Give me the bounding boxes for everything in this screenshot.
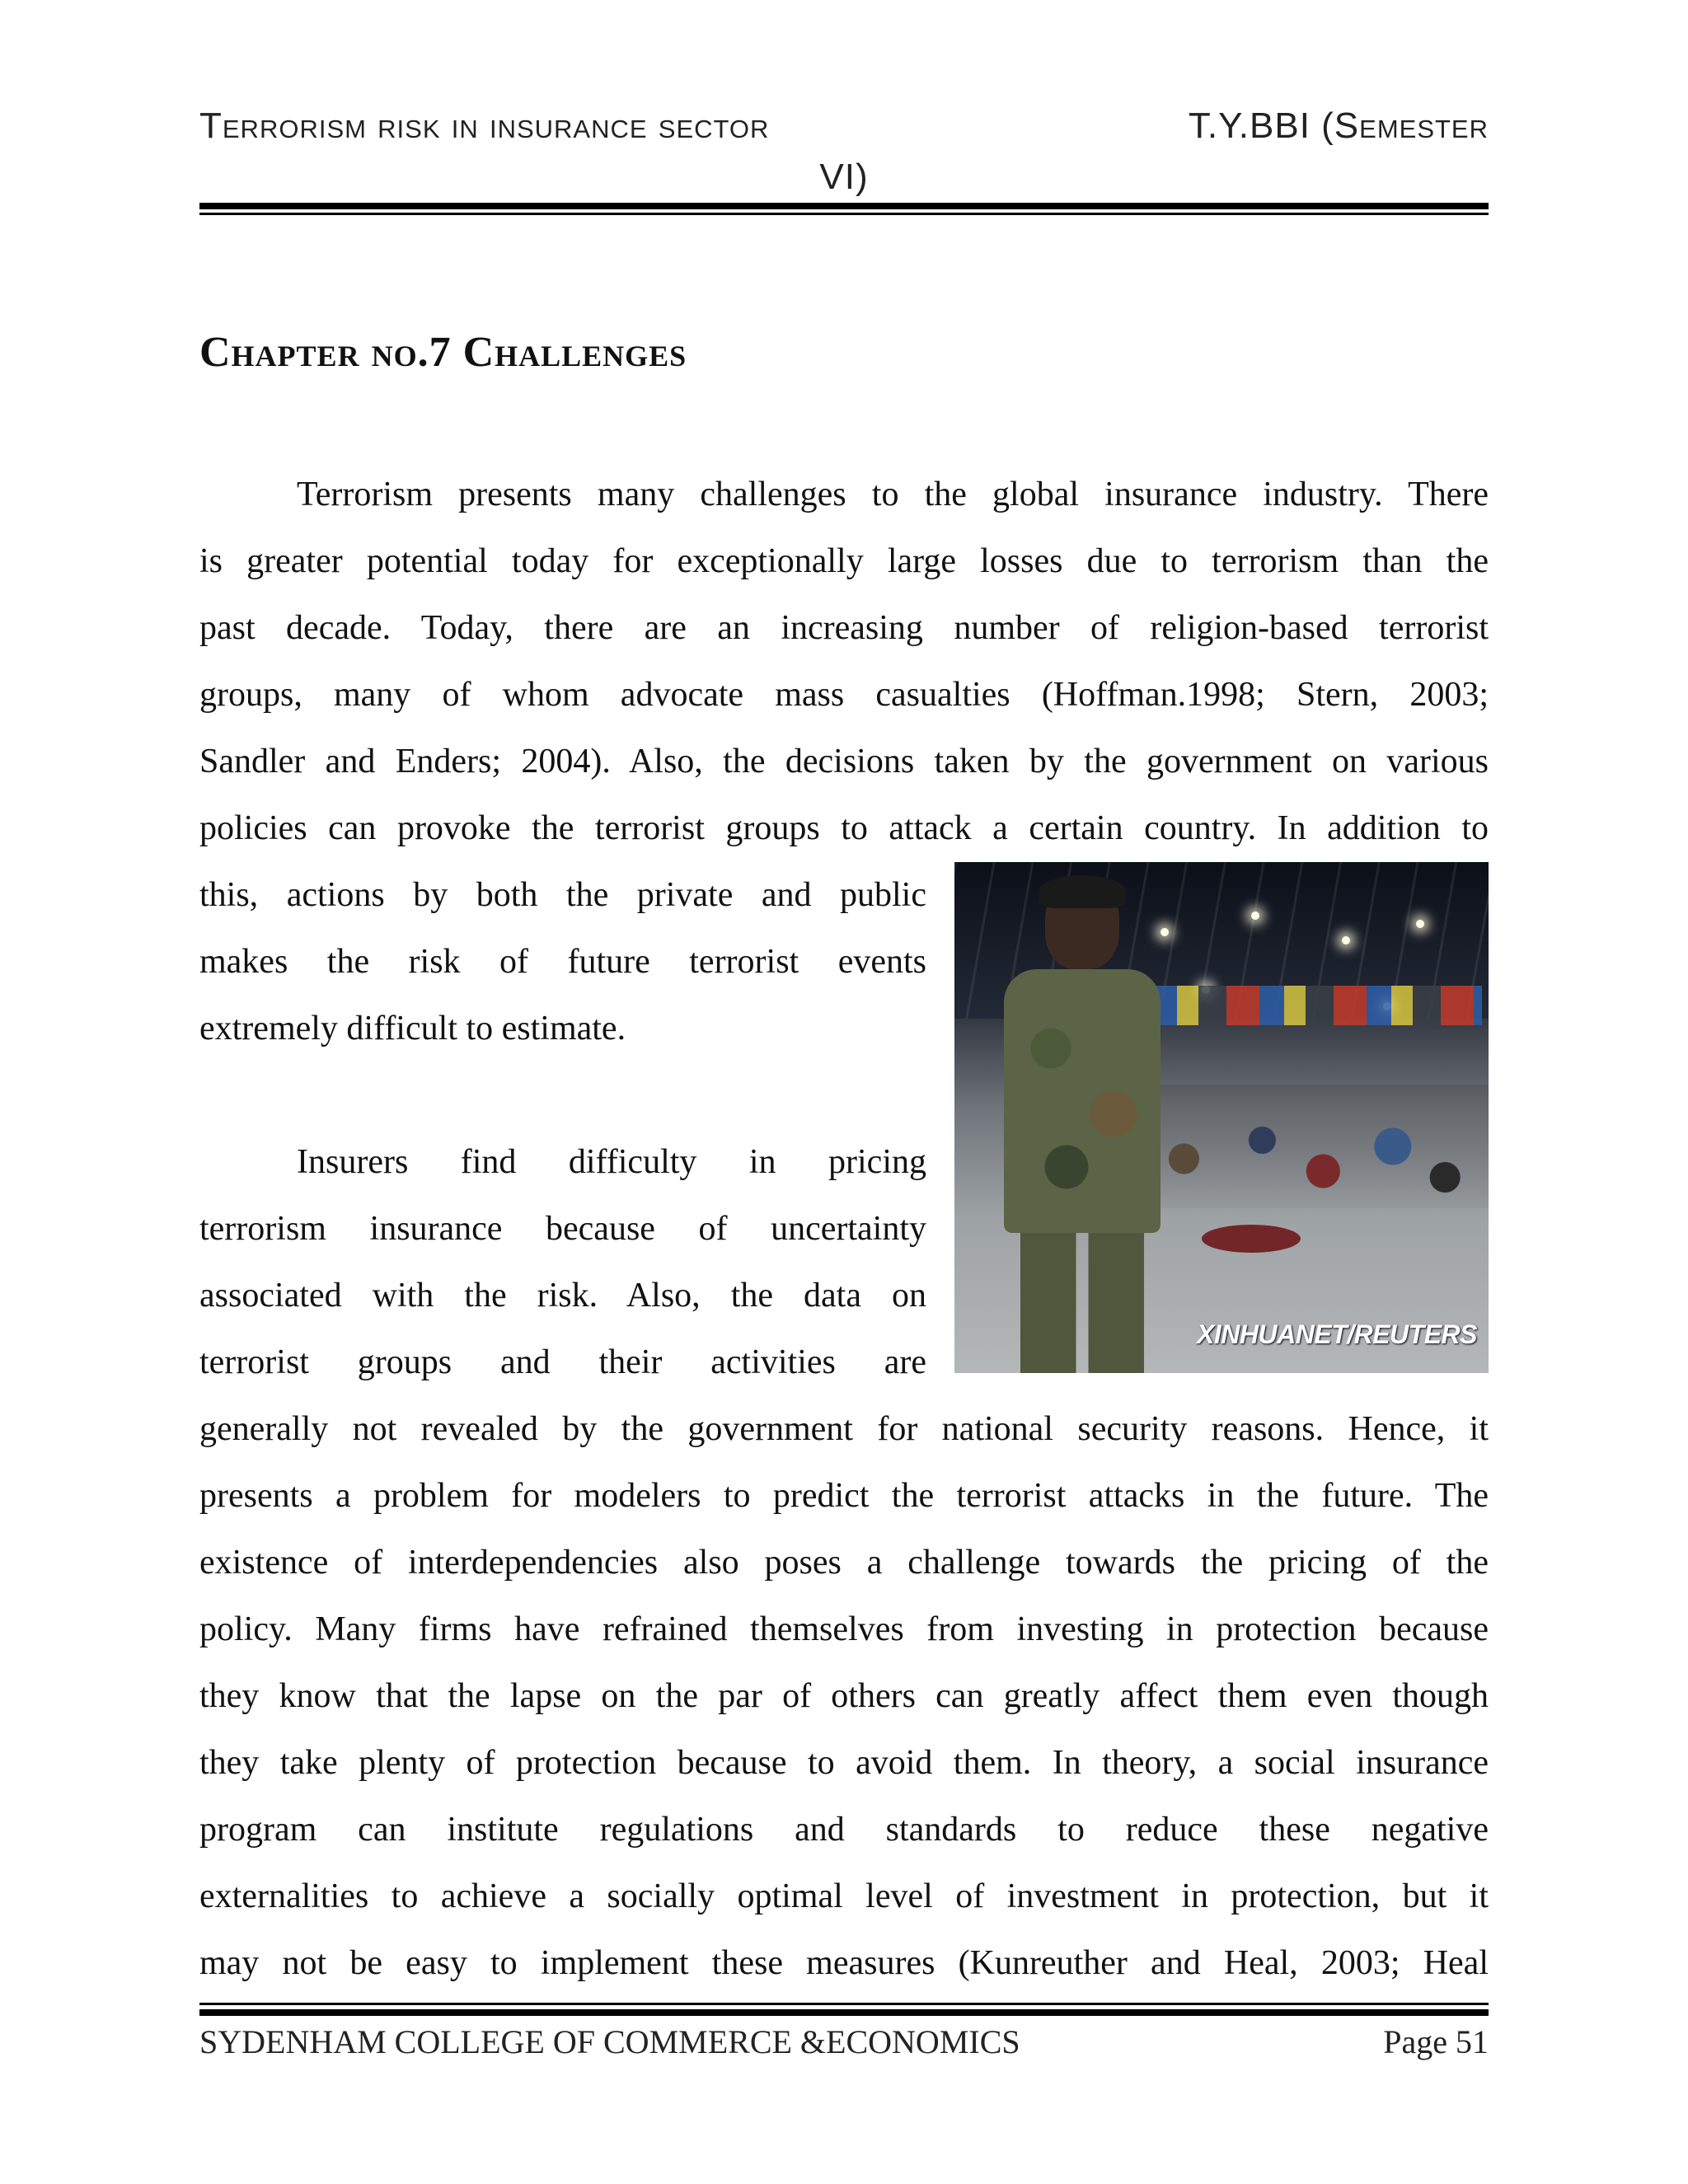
paragraph-line: is greater potential today for exceptionally large losses due to terrorism than the xyxy=(199,542,1489,580)
paragraph-line: policies can provoke the terrorist groups to attack a certain country. In addition to xyxy=(199,809,1489,847)
header-title: Terrorism risk in insurance sector xyxy=(199,105,770,146)
header-rule-thin xyxy=(199,213,1489,215)
paragraph-line: groups, many of whom advocate mass casualties (Hoffman.1998; Stern, 2003; xyxy=(199,676,1489,714)
photo-floor-stain xyxy=(1202,1225,1301,1253)
paragraph-line: presents a problem for modelers to predict the terrorist attacks in the future. The xyxy=(199,1477,1489,1515)
paragraph-line: extremely difficult to estimate. xyxy=(199,1010,626,1047)
paragraph-line: Terrorism presents many challenges to the global insurance industry. There xyxy=(297,476,1489,513)
footer-rule-thick xyxy=(199,2009,1489,2016)
photo-light xyxy=(1416,920,1424,928)
photo-light xyxy=(1342,936,1350,944)
photo-soldier-vest xyxy=(1004,969,1160,1233)
paragraph-line: Insurers find difficulty in pricing xyxy=(297,1143,926,1181)
photo-soldier-figure xyxy=(987,879,1177,1373)
paragraph-line: past decade. Today, there are an increasing number of religion-based terrorist xyxy=(199,609,1489,647)
paragraph-line: associated with the risk. Also, the data on xyxy=(199,1277,926,1315)
paragraph-line: existence of interdependencies also poses a challenge towards the pricing of the xyxy=(199,1544,1489,1582)
paragraph-line: makes the risk of future terrorist events xyxy=(199,943,926,981)
paragraph-line: they know that the lapse on the par of others can greatly affect them even though xyxy=(199,1677,1489,1715)
paragraph-line: they take plenty of protection because to avoid them. In theory, a social insurance xyxy=(199,1744,1489,1782)
paragraph-line: policy. Many firms have refrained themselves from investing in protection because xyxy=(199,1610,1489,1648)
footer-college: SYDENHAM COLLEGE OF COMMERCE &ECONOMICS xyxy=(199,2023,1020,2060)
paragraph-line: Sandler and Enders; 2004). Also, the decisions taken by the government on various xyxy=(199,743,1489,780)
header-course: T.Y.BBI (Semester xyxy=(1188,105,1489,146)
header-course-continued: VI) xyxy=(819,157,869,197)
photo-light xyxy=(1251,912,1259,920)
paragraph-line: may not be easy to implement these measures (Kunreuther and Heal, 2003; Heal xyxy=(199,1944,1489,1982)
photo-credit: XINHUANET/REUTERS xyxy=(1197,1319,1477,1349)
chapter-title: Chapter no.7 Challenges xyxy=(199,329,687,376)
header-rule-thick xyxy=(199,203,1489,209)
paragraph-line: program can institute regulations and standards to reduce these negative xyxy=(199,1811,1489,1849)
news-photo xyxy=(954,862,1489,1373)
paragraph-line: externalities to achieve a socially optimal level of investment in protection, but it xyxy=(199,1877,1489,1915)
footer-rule-thin xyxy=(199,2003,1489,2005)
photo-soldier-beret xyxy=(1039,875,1126,908)
paragraph-line: terrorism insurance because of uncertainty xyxy=(199,1210,926,1248)
paragraph-line: generally not revealed by the government for national security reasons. Hence, it xyxy=(199,1410,1489,1448)
photo-soldier-legs xyxy=(1020,1233,1144,1373)
paragraph-line: this, actions by both the private and public xyxy=(199,876,926,914)
paragraph-line: terrorist groups and their activities are xyxy=(199,1343,926,1381)
footer-page-number: Page 51 xyxy=(1383,2023,1489,2060)
